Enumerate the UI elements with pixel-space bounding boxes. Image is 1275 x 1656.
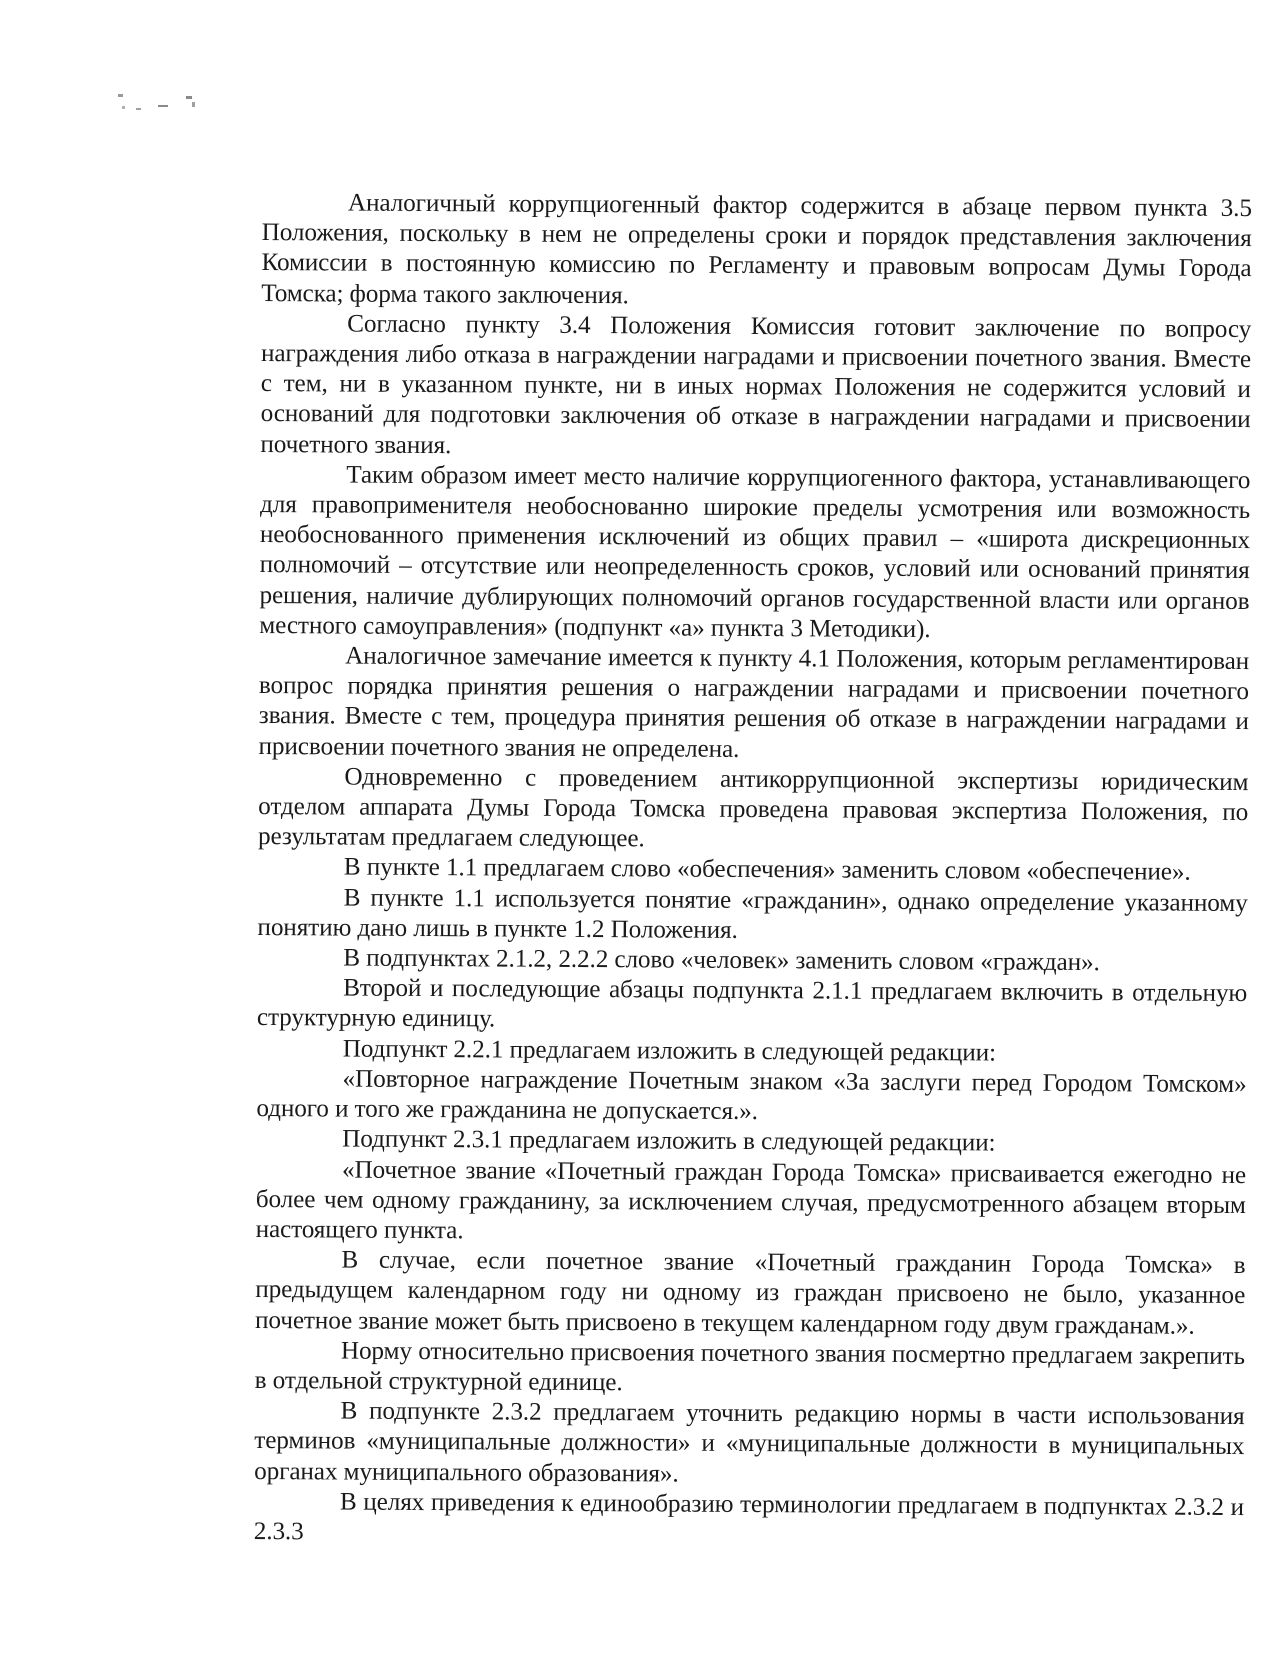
paragraph: В подпунктах 2.1.2, 2.2.2 слово «человек» заменить словом «граждан». xyxy=(343,944,1100,977)
paragraph: Согласно пункту 3.4 Положения Комиссия готовит заключение по вопросу награждения либо отказа в награждении наградами и присвоении почетного звания. Вместе с тем, ни в указанном пункте, ни в иных нормах Положения не содержится условий и оснований для подготовки заключения об отказе в награждении наградами и присвоении почетного звания. xyxy=(260,310,1252,459)
paragraph: В пункте 1.1 предлагаем слово «обеспечения» заменить словом «обеспечение». xyxy=(343,853,1191,887)
scan-artifact xyxy=(118,92,208,122)
paragraph: Одновременно с проведением антикоррупционной экспертизы юридическим отделом аппарата Думы Города Томска проведена правовая экспертиза Положения, по результатам предлагаем следующее. xyxy=(257,763,1249,853)
paragraph: Подпункт 2.3.1 предлагаем изложить в следующей редакции: xyxy=(342,1125,996,1157)
paragraph: Аналогичный коррупциогенный фактор содержится в абзаце первом пункта 3.5 Положения, поскольку в нем не определены сроки и порядок представления заключения Комиссии в постоянную комиссию по Регламенту и правовым вопросам Думы Города Томска; форма такого заключения. xyxy=(261,189,1252,309)
paragraph: В случае, если почетное звание «Почетный гражданин Города Томска» в предыдущем календарном году ни одному из граждан присвоено не было, указанное почетное звание может быть присвоено в текущем календарном году двум гражданам.». xyxy=(255,1246,1246,1340)
paragraph: «Почетное звание «Почетный граждан Города Томска» присваивается ежегодно не более чем одному гражданину, за исключением случая, предусмотренного абзацем вторым настоящего пункта. xyxy=(255,1156,1247,1245)
paragraph: Таким образом имеет место наличие коррупциогенного фактора, устанавливающего для правоприменителя необоснованно широкие пределы усмотрения или возможность необоснованного применения исключений из общих правил – «широта дискреционных полномочий – отсутствие или неопределенность сроков, условий или оснований принятия решения, наличие дублирующих полномочий органов государственной власти или органов местного самоуправления» (подпункт «а» пункта 3 Методики). xyxy=(259,461,1251,643)
document-body xyxy=(254,188,1252,1553)
paragraph: «Повторное награждение Почетным знаком «За заслуги перед Городом Томском» одного и того же гражданина не допускается.». xyxy=(256,1065,1247,1126)
paragraph: Подпункт 2.2.1 предлагаем изложить в следующей редакции: xyxy=(342,1035,997,1067)
document-page xyxy=(253,188,1275,1656)
paragraph: В подпункте 2.3.2 предлагаем уточнить редакцию нормы в части использования терминов «муниципальные должности» и «муниципальные должности в муниципальных органах муниципального образования». xyxy=(254,1397,1245,1488)
paragraph: В пункте 1.1 используется понятие «гражданин», однако определение указанному понятию дано лишь в пункте 1.2 Положения. xyxy=(257,884,1248,944)
paragraph: Второй и последующие абзацы подпункта 2.1.1 предлагаем включить в отдельную структурную единицу. xyxy=(256,974,1248,1033)
paragraph: Норму относительно присвоения почетного звания посмертно предлагаем закрепить в отдельной структурной единице. xyxy=(254,1337,1245,1397)
paragraph: В целях приведения к единообразию терминологии предлагаем в подпунктах 2.3.2 и 2.3.3 xyxy=(253,1488,1245,1546)
paragraph: Аналогичное замечание имеется к пункту 4.1 Положения, которым регламентирован вопрос порядка принятия решения о награждении наградами и присвоении почетного звания. Вместе с тем, процедура принятия решения об отказе в награждении наградами и присвоении почетного звания не определена. xyxy=(258,642,1250,763)
